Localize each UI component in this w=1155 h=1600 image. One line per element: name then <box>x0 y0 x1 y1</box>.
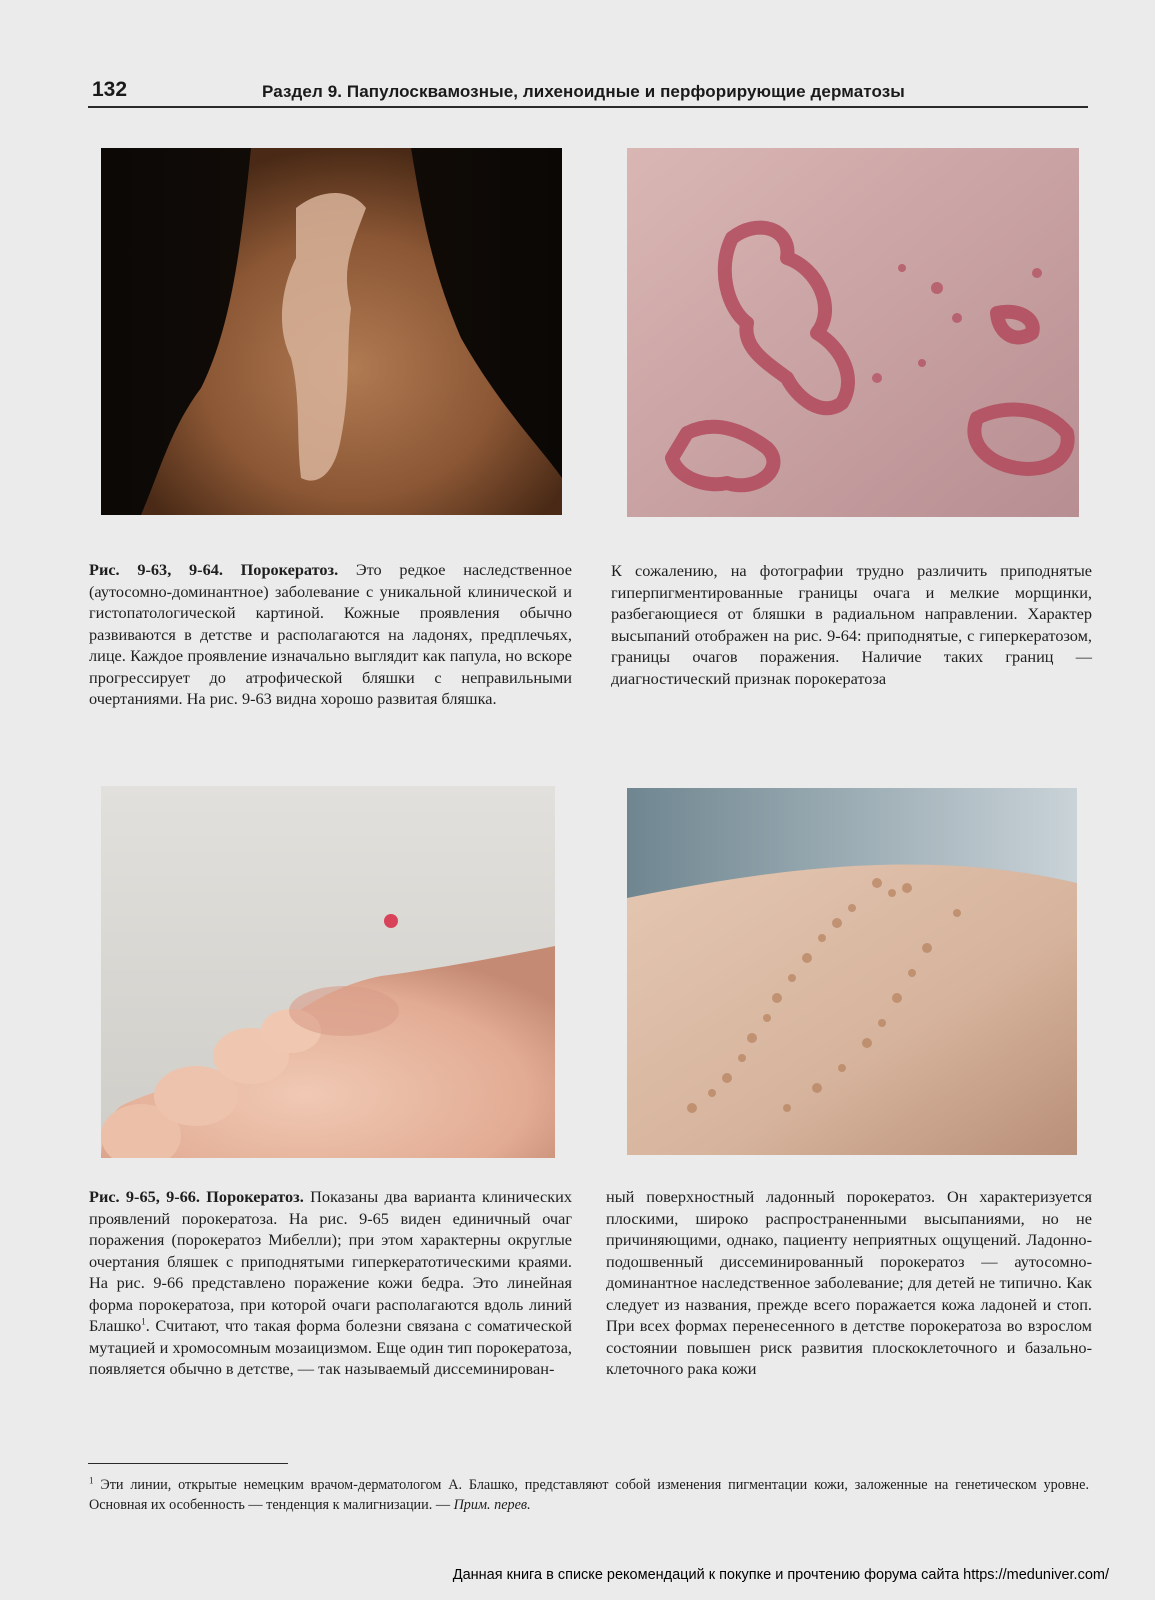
caption-body: Показаны два варианта клинических проявлений порокератоза. На рис. 9-65 виден единичный очаг поражения (порокератоз Мибелли); при этом характерны округлые очертания бляшек с приподнятыми гиперкератотическими краями. На рис. 9-66 представлено поражение кожи бедра. Это линейная форма порокератоза, при которой очаги располагаются вдоль линий Блашко <box>89 1187 572 1335</box>
caption-left-1 <box>89 559 572 710</box>
caption-lead: Рис. 9-65, 9-66. Порокератоз. <box>89 1187 304 1206</box>
caption-body: Это редкое наследственное (аутосомно-доминантное) заболевание с уникальной клинической и гистопатологической картиной. Кожные проявления обычно развиваются в детстве и располагаются на ладонях, предплечьях, лице. Каждое проявление изначально выглядит как папула, но вскоре прогрессирует до атрофической бляшки с неправильными очертаниями. На рис. 9-63 видна хорошо развитая бляшка. <box>89 560 572 708</box>
footnote-marker: 1 <box>141 1316 146 1327</box>
photo-hand-plaque <box>101 148 562 515</box>
section-title: Раздел 9. Папулосквамозные, лихеноидные и перфорирующие дерматозы <box>262 82 905 101</box>
caption-right-1: К сожалению, на фотографии трудно различить приподнятые гиперпигментированные границы очага и мелкие морщинки, разбегающиеся от бляшки в радиальном направлении. Характер высыпаний отображен на рис. 9-64: приподнятые, с гиперкератозом, границы очагов поражения. Наличие таких границ — диагностический признак порокератоза <box>611 561 1092 688</box>
header-rule <box>88 106 1088 108</box>
footnote-translator-note: Прим. перев. <box>453 1497 531 1513</box>
caption-body-continued: . Считают, что такая форма болезни связана с соматической мутацией и хромосомным мозаицизмом. Еще один тип порокератоза, появляется обычно в детстве, — так называемый диссеминирован- <box>89 1316 572 1378</box>
caption-left-2 <box>89 1186 572 1380</box>
footnote-rule <box>88 1463 288 1464</box>
photo-thigh-linear <box>627 788 1077 1155</box>
photo-child-foot <box>101 786 555 1158</box>
footnote-text: Эти линии, открытые немецким врачом-дерматологом А. Блашко, представляют собой изменения пигментации кожи, заложенные на генетическом уровне. Основная их особенность — тенденция к малигнизации. — <box>89 1477 1089 1513</box>
footnote-number: 1 <box>89 1475 94 1486</box>
caption-right-2: ный поверхностный ладонный порокератоз. Он характеризуется плоскими, широко распространенными высыпаниями, но не причиняющими, однако, пациенту неприятных ощущений. Ладонно-подошвенный диссеминированный порокератоз — аутосомно-доминантное наследственное заболевание; для детей не типично. Как следует из названия, прежде всего поражается кожа ладоней и стоп. При всех формах перенесенного в детстве порокератоза во взрослом состоянии повышен риск развития плоскоклеточного и базально-клеточного рака кожи <box>606 1187 1092 1378</box>
footnote <box>89 1475 1089 1515</box>
page-number: 132 <box>92 78 128 101</box>
caption-lead: Рис. 9-63, 9-64. Порокератоз. <box>89 560 339 579</box>
watermark: Данная книга в списке рекомендаций к покупке и прочтению форума сайта https://meduniver.com/ <box>452 1567 1109 1583</box>
photo-skin-plaques <box>627 148 1079 517</box>
